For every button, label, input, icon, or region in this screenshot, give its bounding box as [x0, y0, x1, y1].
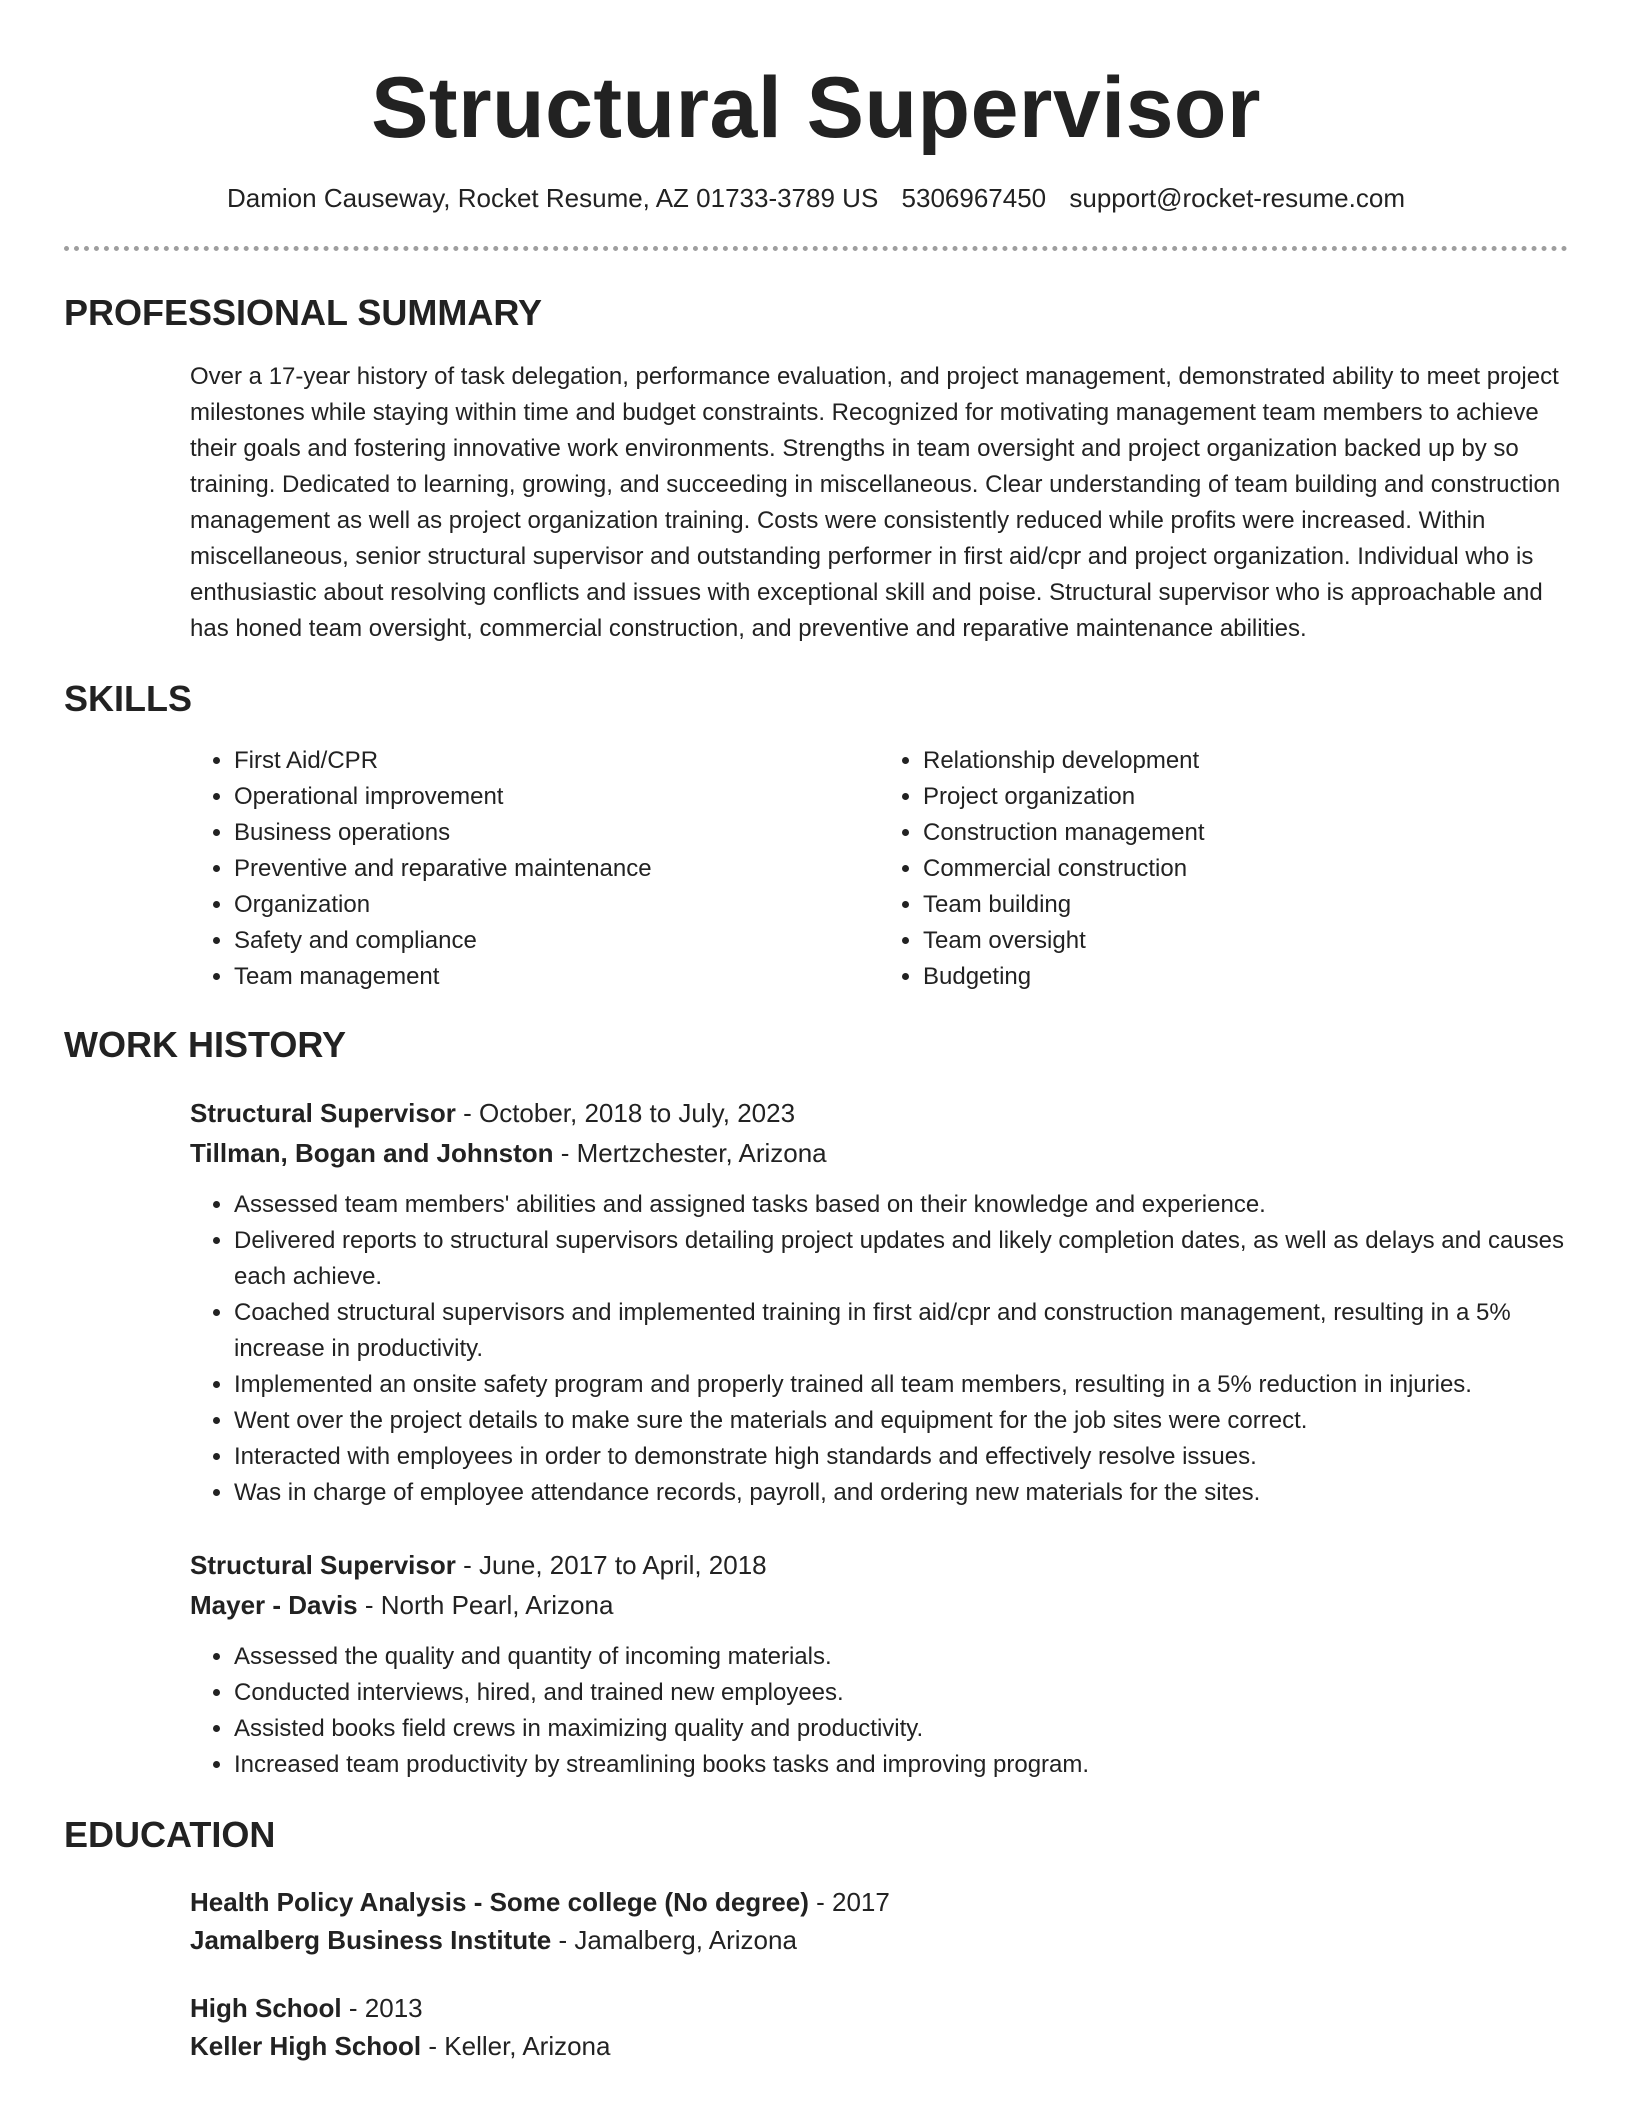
education-school-line	[190, 1921, 1568, 1959]
skills-right-column	[879, 743, 1568, 995]
job-title: Structural Supervisor	[190, 1550, 456, 1580]
job-dates: - June, 2017 to April, 2018	[455, 1550, 767, 1580]
education-degree-line	[190, 1989, 1568, 2027]
education-degree: High School	[190, 1993, 342, 2023]
job-company: Tillman, Bogan and Johnston	[190, 1138, 554, 1168]
skill-item: • Business operations	[234, 815, 879, 851]
header-divider	[64, 246, 1568, 251]
resume-page	[64, 0, 1568, 2065]
job-company-line	[190, 1585, 1568, 1625]
job-bullet: • Assessed the quality and quantity of incoming materials.	[234, 1639, 1568, 1675]
skills-section	[64, 677, 1568, 995]
education-section	[64, 1813, 1568, 2065]
job-company-line	[190, 1133, 1568, 1173]
job-title: Structural Supervisor	[190, 1098, 456, 1128]
skills-grid	[190, 743, 1568, 995]
job-bullet: • Assessed team members' abilities and assigned tasks based on their knowledge and experience.	[234, 1187, 1568, 1223]
job-bullet: • Interacted with employees in order to demonstrate high standards and effectively resolve issues.	[234, 1439, 1568, 1475]
job-title-line	[190, 1093, 1568, 1133]
job-bullets	[190, 1639, 1568, 1783]
skills-heading: SKILLS	[64, 678, 193, 719]
job-entry	[190, 1545, 1568, 1783]
education-location: - Keller, Arizona	[421, 2031, 611, 2061]
education-year: - 2013	[341, 1993, 423, 2023]
job-dates: - October, 2018 to July, 2023	[455, 1098, 796, 1128]
education-degree-line	[190, 1883, 1568, 1921]
education-entry	[190, 1883, 1568, 1959]
work-history-heading: WORK HISTORY	[64, 1024, 347, 1065]
job-bullet: • Went over the project details to make sure the materials and equipment for the job sites were correct.	[234, 1403, 1568, 1439]
skill-item: • Team building	[923, 887, 1568, 923]
contact-address: Damion Causeway, Rocket Resume, AZ 01733-3789 US	[227, 183, 879, 213]
education-school: Jamalberg Business Institute	[190, 1925, 552, 1955]
skill-item: • Preventive and reparative maintenance	[234, 851, 879, 887]
education-heading: EDUCATION	[64, 1814, 276, 1855]
job-bullet: • Conducted interviews, hired, and trained new employees.	[234, 1675, 1568, 1711]
summary-section	[64, 291, 1568, 647]
skill-item: • Project organization	[923, 779, 1568, 815]
job-entry	[190, 1093, 1568, 1511]
job-bullet: • Assisted books field crews in maximizing quality and productivity.	[234, 1711, 1568, 1747]
skill-item: • Team oversight	[923, 923, 1568, 959]
job-bullet: • Implemented an onsite safety program and properly trained all team members, resulting in a 5% reduction in injuries.	[234, 1367, 1568, 1403]
summary-heading: PROFESSIONAL SUMMARY	[64, 292, 543, 333]
education-school: Keller High School	[190, 2031, 422, 2061]
education-entry	[190, 1989, 1568, 2065]
education-year: - 2017	[808, 1887, 890, 1917]
education-location: - Jamalberg, Arizona	[551, 1925, 797, 1955]
job-location: - Mertzchester, Arizona	[553, 1138, 827, 1168]
resume-title: Structural Supervisor	[371, 60, 1261, 156]
skill-item: • Operational improvement	[234, 779, 879, 815]
job-location: - North Pearl, Arizona	[357, 1590, 614, 1620]
contact-email: support@rocket-resume.com	[1069, 183, 1405, 213]
education-school-line	[190, 2027, 1568, 2065]
job-bullet: • Coached structural supervisors and implemented training in first aid/cpr and construction management, resulting in a 5% increase in productivity.	[234, 1295, 1568, 1367]
job-bullet: • Was in charge of employee attendance records, payroll, and ordering new materials for the sites.	[234, 1475, 1568, 1511]
skill-item: • Budgeting	[923, 959, 1568, 995]
skill-item: • Construction management	[923, 815, 1568, 851]
skill-item: • Organization	[234, 887, 879, 923]
contact-line	[64, 180, 1568, 216]
contact-phone: 5306967450	[901, 183, 1047, 213]
skill-item: • First Aid/CPR	[234, 743, 879, 779]
skill-item: • Relationship development	[923, 743, 1568, 779]
job-bullet: • Delivered reports to structural supervisors detailing project updates and likely completion dates, as well as delays and causes each achieve.	[234, 1223, 1568, 1295]
job-company: Mayer - Davis	[190, 1590, 358, 1620]
work-history-section	[64, 1023, 1568, 1783]
skill-item: • Safety and compliance	[234, 923, 879, 959]
summary-text: Over a 17-year history of task delegation, performance evaluation, and project management, demonstrated ability to meet project milestones while staying within time and budget constraints. Recognized for motivating management team members to achieve their goals and fostering innovative work environments. Strengths in team oversight and project organization backed up by so training. Dedicated to learning, growing, and succeeding in miscellaneous. Clear understanding of team building and construction management as well as project organization training. Costs were consistently reduced while profits were increased. Within miscellaneous, senior structural supervisor and outstanding performer in first aid/cpr and project organization. Individual who is enthusiastic about resolving conflicts and issues with exceptional skill and poise. Structural supervisor who is approachable and has honed team oversight, commercial construction, and preventive and reparative maintenance abilities.	[190, 363, 1561, 642]
skill-item: • Team management	[234, 959, 879, 995]
job-title-line	[190, 1545, 1568, 1585]
skill-item: • Commercial construction	[923, 851, 1568, 887]
education-degree: Health Policy Analysis - Some college (No degree)	[190, 1887, 809, 1917]
job-bullets	[190, 1187, 1568, 1511]
skills-left-column	[190, 743, 879, 995]
job-bullet: • Increased team productivity by streamlining books tasks and improving program.	[234, 1747, 1568, 1783]
